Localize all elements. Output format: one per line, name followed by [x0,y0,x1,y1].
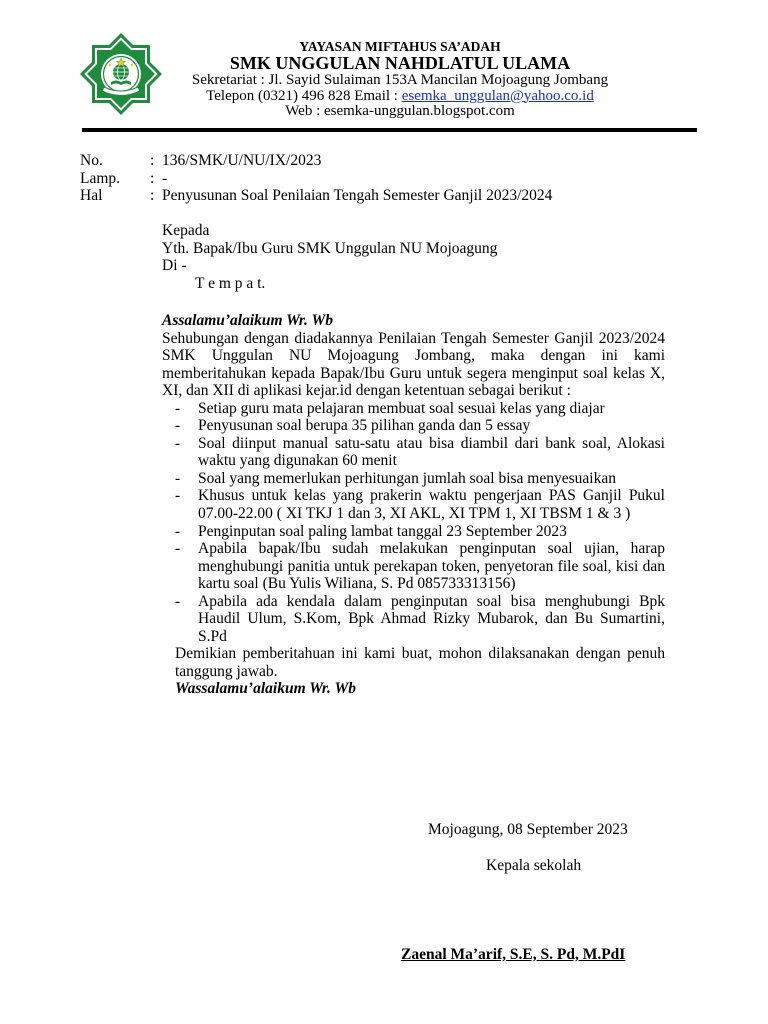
meta-row-subject [80,187,552,205]
meta-colon: : [150,152,155,169]
letterhead-divider [82,128,697,132]
bullet-dash: - [175,417,181,435]
recipient-block [162,222,497,292]
recipient-name: Yth. Bapak/Ibu Guru SMK Unggulan NU Mojoagung [162,239,498,257]
contact-line [170,89,630,105]
list-item-text: Penyusunan soal berupa 35 pilihan ganda dan 5 essay [198,417,531,435]
list-item-text: Apabila ada kendala dalam penginputan soal bisa menghubungi Bpk Haudil Ulum, S.Kom, Bpk Ahmad Rizky Mubarok, dan Bu Sumartini, S.Pd [198,592,665,645]
list-item [175,487,665,522]
meta-row-number [80,152,552,170]
list-item [175,400,665,418]
list-item-text: Soal yang memerlukan perhitungan jumlah soal bisa menyesuaikan [198,469,616,487]
email-text: esemka_unggulan@yahoo.co.id [401,87,594,104]
school-logo [80,32,162,116]
intro-paragraph: Sehubungan dengan diadakannya Penilaian Tengah Semester Ganjil 2023/2024 SMK Unggulan NU Mojoagung Jombang, maka dengan ini kami memberitahukan kepada Bapak/Ibu Guru untuk segera menginput soal kelas X, XI, dan XII di aplikasi kejar.id dengan ketentuan sebagai berikut : [162,329,665,400]
recipient-di: Di - [162,257,187,275]
meta-label: No. [80,152,103,169]
bullet-dash: - [175,592,181,610]
meta-label: Hal [80,187,103,205]
meta-colon: : [150,187,155,205]
school-logo-emblem [80,32,162,116]
list-item [175,435,665,470]
list-item-text: Apabila bapak/Ibu sudah melakukan penginputan soal ujian, harap menghubungi panitia untuk perekapan token, penyetoran file soal, kisi dan kartu soal (Bu Yulis Wiliana, S. Pd 085733313156) [198,540,665,593]
letter-number: 136/SMK/U/NU/IX/2023 [162,152,322,169]
list-item [175,523,665,541]
school-name: SMK UNGGULAN NAHDLATUL ULAMA [229,53,571,73]
foundation-name: YAYASAN MIFTAHUS SA’ADAH [299,39,501,54]
signer-position: Kepala sekolah [486,857,582,874]
list-item-text: Penginputan soal paling lambat tanggal 23 September 2023 [198,522,567,540]
bullet-dash: - [175,540,181,558]
list-item-text: Khusus untuk kelas yang prakerin waktu pengerjaan PAS Ganjil Pukul 07.00-22.00 ( XI TKJ 1 dan 3, XI AKL, XI TPM 1, XI TBSM 1 & 3 ) [198,487,665,523]
phone-text: Telepon (0321) 496 828 Email : [206,87,402,104]
meta-colon: : [150,169,155,187]
letter-body [162,312,665,698]
closing-paragraph: Demikian pemberitahuan ini kami buat, mohon dilaksanakan dengan penuh tanggung jawab. [175,645,665,680]
meta-row-attachment [80,170,552,188]
list-item [175,417,665,435]
list-item [175,470,665,488]
bullet-dash: - [175,469,181,487]
globe-icon [113,64,129,80]
website-text: Web : esemka-unggulan.blogspot.com [285,103,515,119]
letter-meta [80,152,552,205]
recipient-place: T e m p a t. [195,274,266,292]
list-item [175,593,665,646]
list-item-text: Setiap guru mata pelajaran membuat soal sesuai kelas yang diajar [198,399,605,417]
bullet-dash: - [175,399,181,417]
bullet-dash: - [175,487,181,505]
list-item-text: Soal diinput manual satu-satu atau bisa diambil dari bank soal, Alokasi waktu yang digunakan 60 menit [198,434,665,470]
bullet-dash: - [175,434,181,452]
letter-subject: Penyusunan Soal Penilaian Tengah Semester Ganjil 2023/2024 [162,187,553,205]
list-item [175,540,665,593]
school-address: Sekretariat : Jl. Sayid Sulaiman 153A Mancilan Mojoagung Jombang [191,72,609,88]
greeting: Assalamu’alaikum Wr. Wb [162,312,333,329]
place-date: Mojoagung, 08 September 2023 [428,821,628,838]
farewell: Wassalamu’alaikum Wr. Wb [175,680,357,698]
attachment-value: - [162,169,168,187]
signer-name: Zaenal Ma’arif, S.E, S. Pd, M.PdI [401,946,626,963]
recipient-to: Kepada [162,222,210,239]
letterhead [170,39,630,120]
bullet-dash: - [175,522,181,540]
meta-label: Lamp. [80,169,121,187]
